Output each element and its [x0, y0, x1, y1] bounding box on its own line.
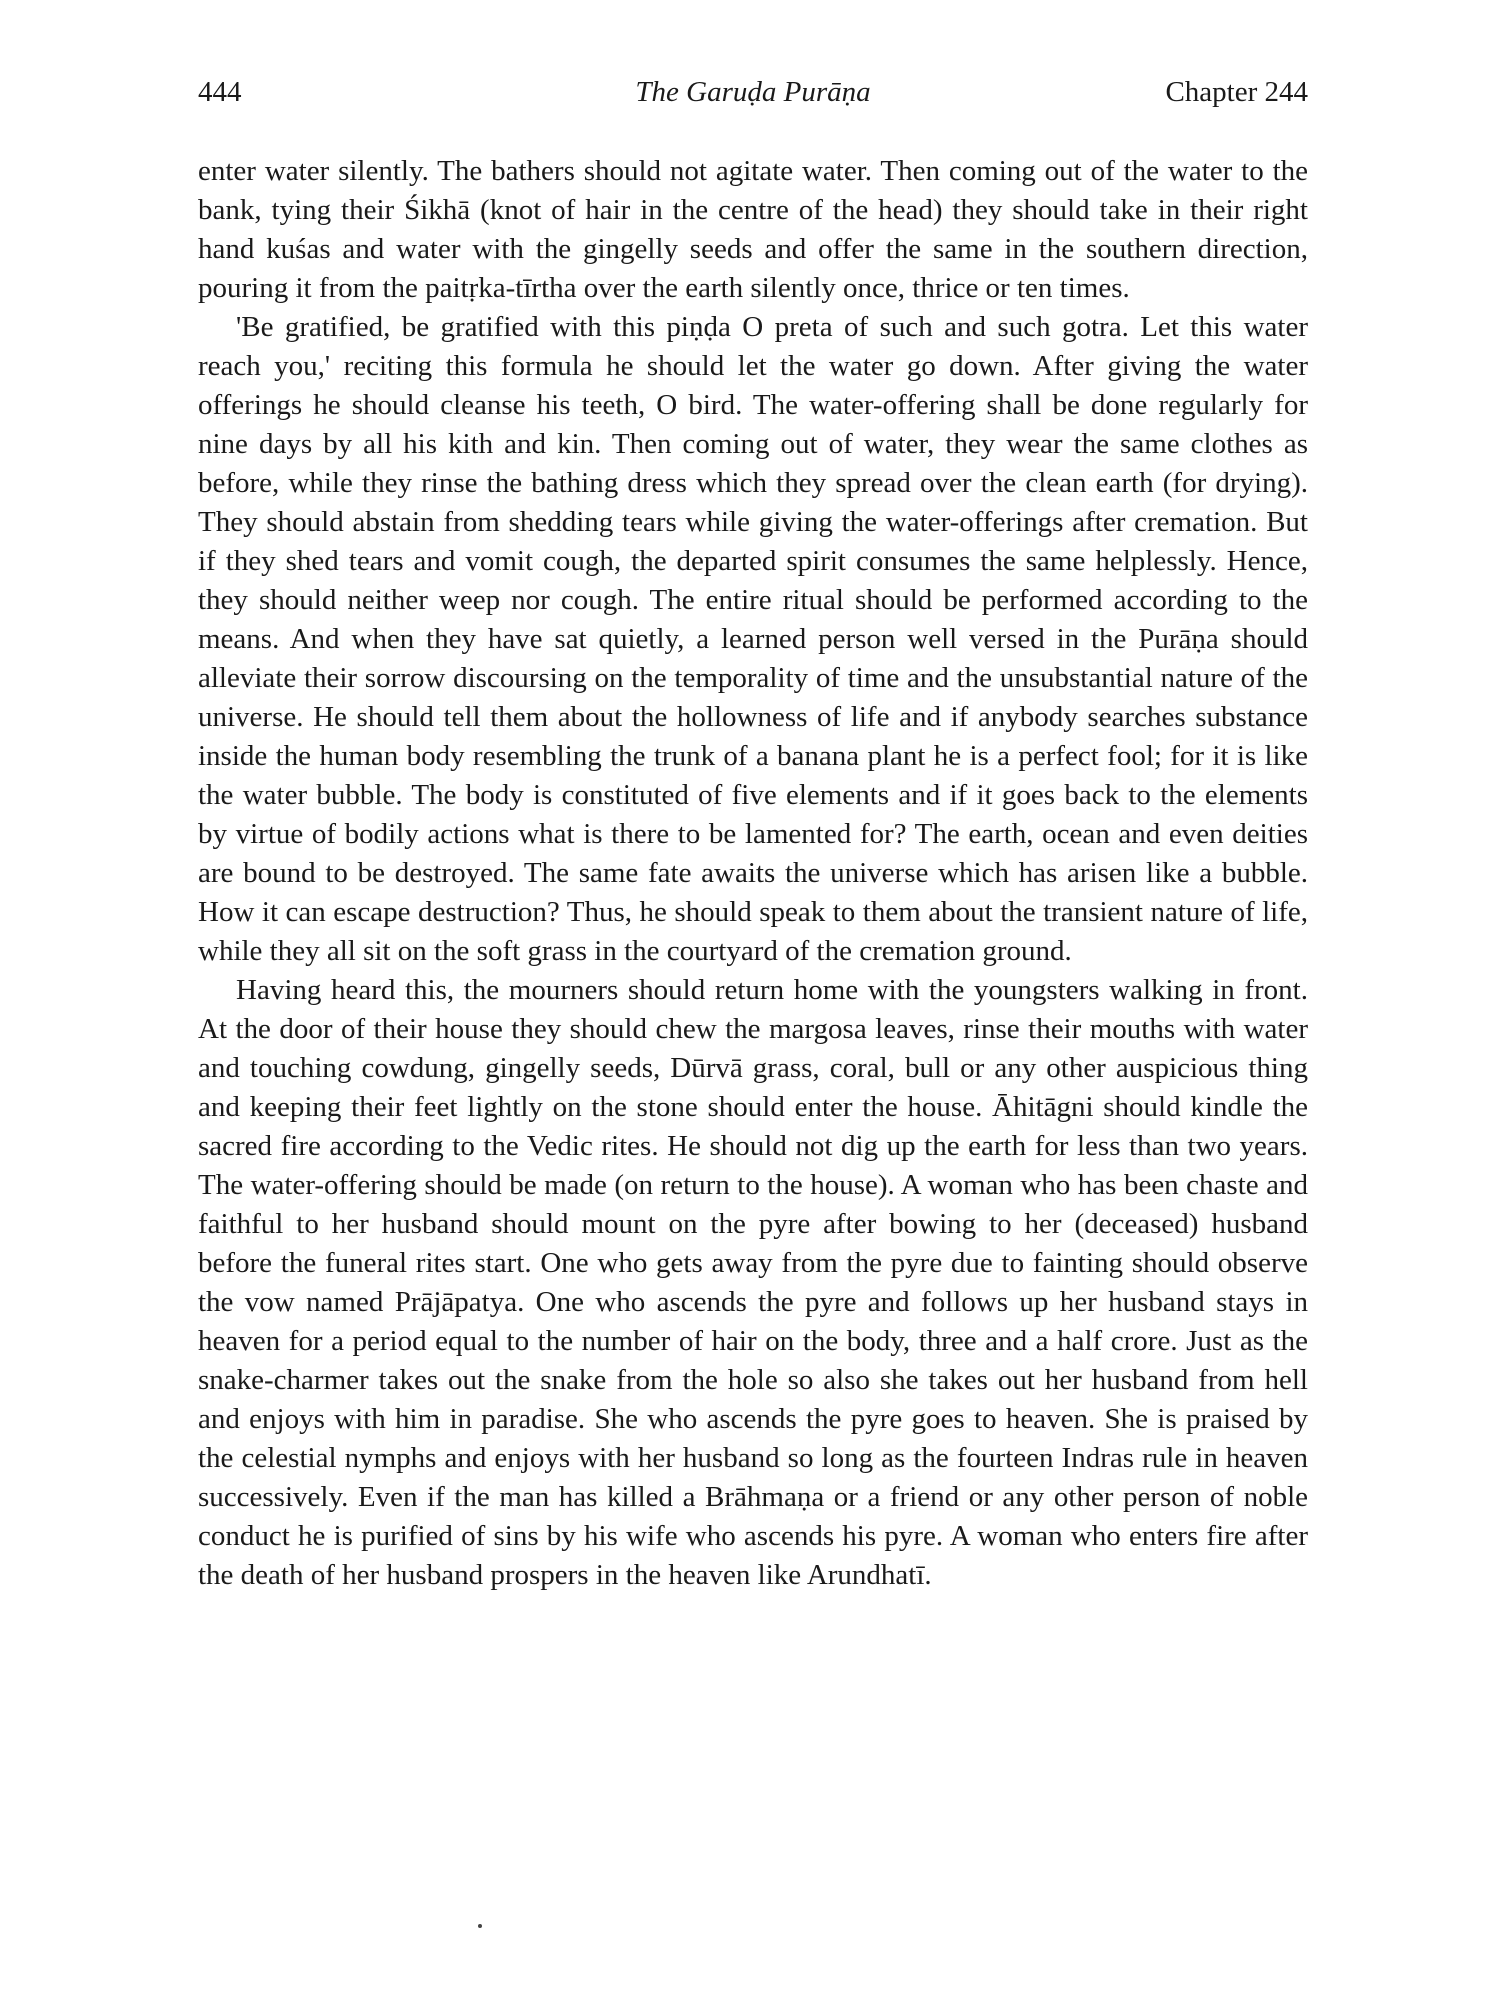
page-number: 444	[198, 76, 242, 108]
chapter-label: Chapter 244	[1165, 76, 1308, 108]
paragraph-1: enter water silently. The bathers should not agitate water. Then coming out of the water to the bank, tying their Śikhā (knot of hair in the centre of the head) they should take in their right hand kuśas and water with the gingelly seeds and offer the same in the southern direction, pouring it from the paitṛka-tīrtha over the earth silently once, thrice or ten times.	[198, 155, 1308, 304]
paragraph-2: 'Be gratified, be gratified with this piṇḍa O preta of such and such gotra. Let this water reach you,' reciting this formula he should let the water go down. After giving the water offerings he should cleanse his teeth, O bird. The water-offering shall be done regularly for nine days by all his kith and kin. Then coming out of water, they wear the same clothes as before, while they rinse the bathing dress which they spread over the clean earth (for drying). They should abstain from shedding tears while giving the water-offerings after cremation. But if they shed tears and vomit cough, the departed spirit consumes the same helplessly. Hence, they should neither weep nor cough. The entire ritual should be performed according to the means. And when they have sat quietly, a learned person well versed in the Purāṇa should alleviate their sorrow discoursing on the temporality of time and the unsubstantial nature of the universe. He should tell them about the hollowness of life and if anybody searches substance inside the human body resembling the trunk of a banana plant he is a perfect fool; for it is like the water bubble. The body is constituted of five elements and if it goes back to the elements by virtue of bodily actions what is there to be lamented for? The earth, ocean and even deities are bound to be destroyed. The same fate awaits the universe which has arisen like a bubble. How it can escape destruction? Thus, he should speak to them about the transient nature of life, while they all sit on the soft grass in the courtyard of the cremation ground.	[198, 311, 1308, 967]
running-head	[198, 70, 1308, 114]
book-page	[198, 70, 1308, 1595]
book-title: The Garuḍa Purāṇa	[635, 76, 871, 108]
scan-speck	[478, 1924, 482, 1928]
body-text	[198, 152, 1308, 1595]
paragraph-3: Having heard this, the mourners should return home with the youngsters walking in front. At the door of their house they should chew the margosa leaves, rinse their mouths with water and touching cowdung, gingelly seeds, Dūrvā grass, coral, bull or any other auspicious thing and keeping their feet lightly on the stone should enter the house. Āhitāgni should kindle the sacred fire according to the Vedic rites. He should not dig up the earth for less than two years. The water-offering should be made (on return to the house). A woman who has been chaste and faithful to her husband should mount on the pyre after bowing to her (deceased) husband before the funeral rites start. One who gets away from the pyre due to fainting should observe the vow named Prājāpatya. One who ascends the pyre and follows up her husband stays in heaven for a period equal to the number of hair on the body, three and a half crore. Just as the snake-charmer takes out the snake from the hole so also she takes out her husband from hell and enjoys with him in paradise. She who ascends the pyre goes to heaven. She is praised by the celestial nymphs and enjoys with her husband so long as the fourteen Indras rule in heaven successively. Even if the man has killed a Brāhmaṇa or a friend or any other person of noble conduct he is purified of sins by his wife who ascends his pyre. A woman who enters fire after the death of her husband prospers in the heaven like Arundhatī.	[198, 974, 1308, 1591]
